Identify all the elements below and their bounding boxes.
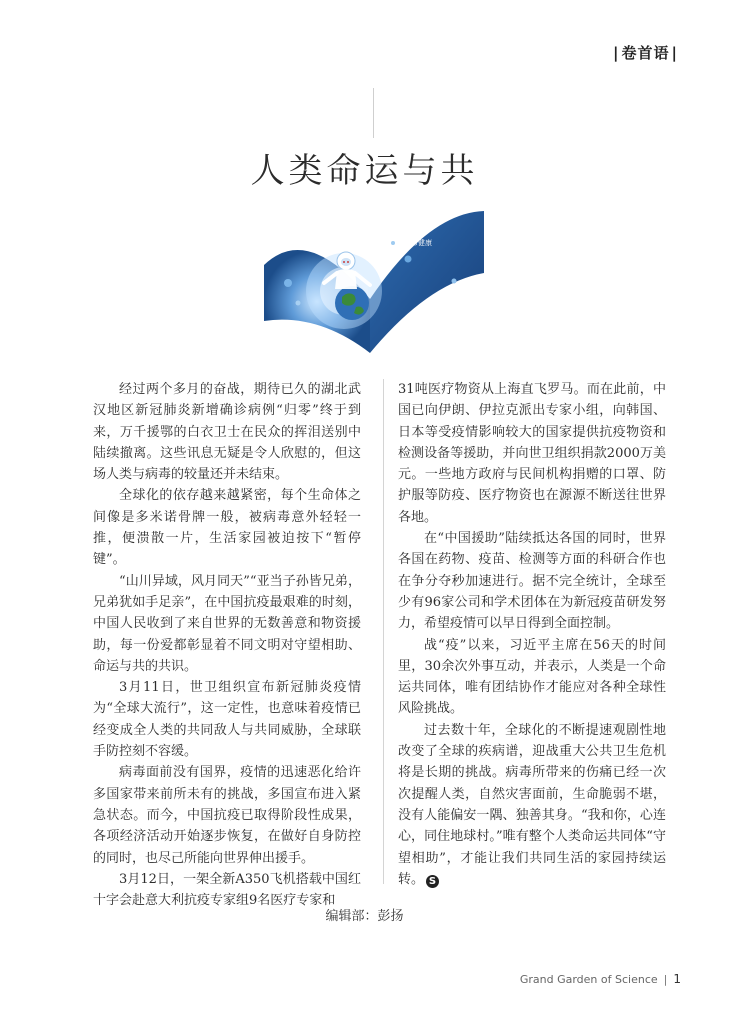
paragraph-4: 3月11日，世卫组织宣布新冠肺炎疫情为“全球大流行”，这一定性，也意味着疫情已经变成全人类的共同敌人与共同威胁，全球联手防控刻不容缓。 bbox=[93, 680, 361, 760]
paragraph-1: 经过两个多月的奋战，期待已久的湖北武汉地区新冠肺炎新增确诊病例“归零”终于到来，万千援鄂的白衣卫士在民众的挥泪送别中陆续撤离。这些讯息无疑是令人欣慰的，但这场人类与病毒的较量还并未结束。 bbox=[93, 382, 361, 483]
paragraph-6-continued: 31吨医疗物资从上海直飞罗马。而在此前，中国已向伊朗、伊拉克派出专家小组，向韩国、日本等受疫情影响较大的国家提供抗疫物资和检测设备等援助，并向世卫组织捐款2000万美元。一些地方政府与民间机构捐赠的口罩、防护服等防疫、医疗物资也在源源不断送往世界各地。 bbox=[398, 382, 666, 525]
column-divider bbox=[383, 379, 384, 884]
article-title: 人类命运与共 bbox=[250, 151, 479, 191]
illustration-open-book bbox=[258, 203, 490, 363]
editor-credit: 编辑部：彭扬 bbox=[325, 909, 404, 924]
section-tag-label: 卷首语 bbox=[621, 44, 670, 62]
article-left-column bbox=[93, 379, 361, 911]
section-tag-bar-left: | bbox=[613, 44, 620, 62]
footer-separator: | bbox=[663, 973, 668, 986]
end-mark-icon: S bbox=[426, 875, 439, 888]
section-tag bbox=[611, 42, 680, 63]
paragraph-7: 在“中国援助”陆续抵达各国的同时，世界各国在药物、疫苗、检测等方面的科研合作也在争分夺秒加速进行。据不完全统计，全球至少有96家公司和学术团体在为新冠疫苗研发努力，希望疫情可以早日得到全面控制。 bbox=[398, 531, 666, 632]
illustration-book-caption: 生命健康 bbox=[404, 239, 432, 247]
paragraph-6: 3月12日，一架全新A350飞机搭载中国红十字会赴意大利抗疫专家组9名医疗专家和 bbox=[93, 871, 361, 909]
paragraph-3: “山川异域，风月同天”“亚当子孙皆兄弟，兄弟犹如手足亲”，在中国抗疫最艰难的时刻，中国人民收到了来自世界的无数善意和物资援助，每一份爱都彰显着不同文明对守望相助、命运与共的共识。 bbox=[93, 573, 361, 674]
page-number: 1 bbox=[673, 972, 681, 986]
article-right-column bbox=[398, 379, 666, 890]
paragraph-8: 战“疫”以来，习近平主席在56天的时间里，30余次外事互动，并表示，人类是一个命运共同体，唯有团结协作才能应对各种全球性风险挑战。 bbox=[398, 637, 666, 717]
page-footer bbox=[520, 972, 681, 986]
section-tag-bar-right: | bbox=[671, 44, 678, 62]
paragraph-5: 病毒面前没有国界，疫情的迅速恶化给许多国家带来前所未有的挑战，多国宣布进入紧急状态。而今，中国抗疫已取得阶段性成果，各项经济活动开始逐步恢复，在做好自身防控的同时，也尽己所能向世界伸出援手。 bbox=[93, 765, 361, 866]
paragraph-2: 全球化的依存越来越紧密，每个生命体之间像是多米诺骨牌一般，被病毒意外轻轻一推，便溃散一片，生活家园被迫按下“暂停键”。 bbox=[93, 488, 361, 568]
paragraph-9 bbox=[398, 720, 666, 890]
paragraph-9-text: 过去数十年，全球化的不断提速观剧性地改变了全球的疾病谱，迎战重大公共卫生危机将是长期的挑战。病毒所带来的伤痛已经一次次提醒人类，自然灾害面前，生命脆弱不堪，没有人能偏安一隅、独善其身。“我和你，心连心，同住地球村。”唯有整个人类命运共同体“守望相助”，才能让我们共同生活的家园持续运转。 bbox=[398, 722, 666, 887]
illustration-right-page bbox=[370, 211, 484, 353]
journal-name: Grand Garden of Science bbox=[519, 973, 658, 986]
title-decor-line bbox=[373, 88, 374, 138]
